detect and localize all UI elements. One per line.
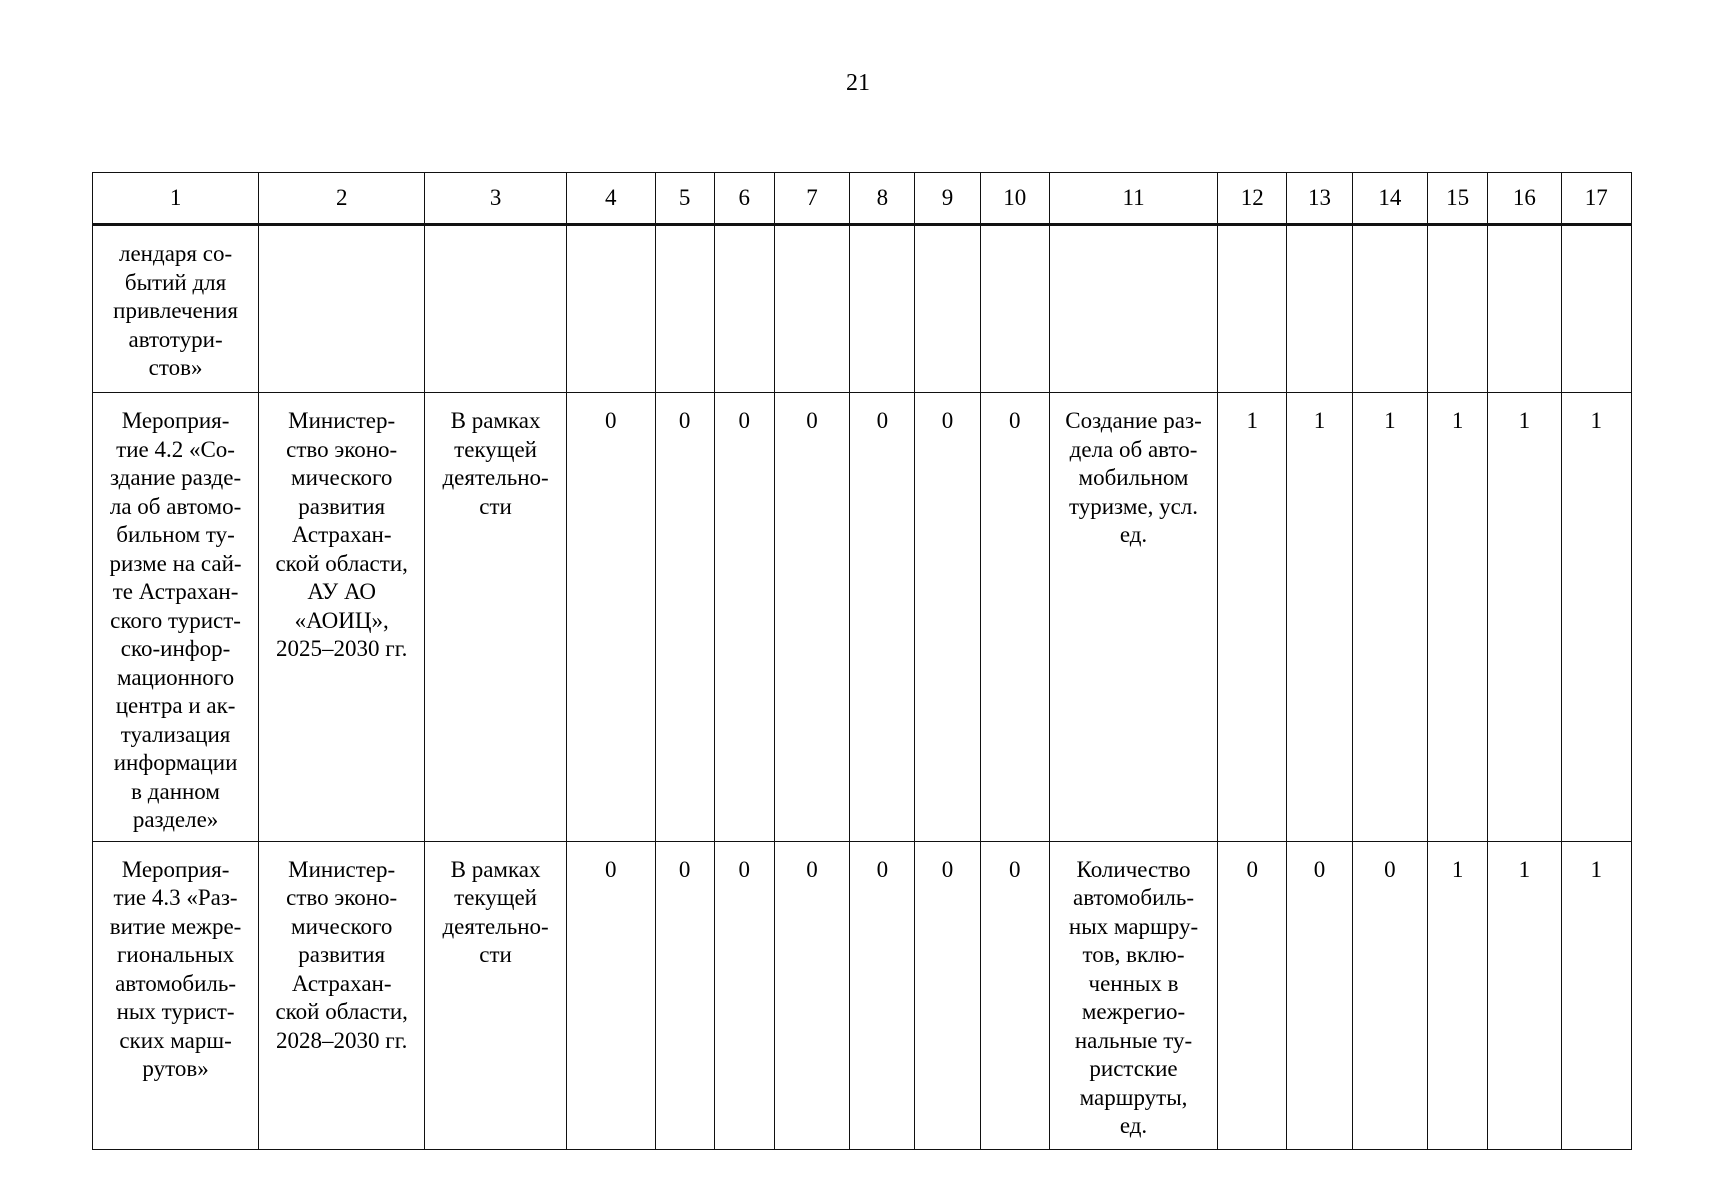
event-name-cell-line: витие межре- xyxy=(109,913,242,939)
event-name-cell-line: привлечения xyxy=(113,298,238,323)
event-name-cell-line: гиональных xyxy=(116,942,235,967)
funding-cell-line: деятельно- xyxy=(442,913,549,939)
event-name-cell-line: ных турист- xyxy=(116,999,235,1024)
table-row xyxy=(93,225,1632,393)
executor-cell-line: Астрахан- xyxy=(291,970,392,996)
funding-value-cell-value: 0 xyxy=(738,408,750,433)
funding-value-cell xyxy=(566,841,655,1149)
executor-cell-line: 2025–2030 гг. xyxy=(276,636,408,661)
funding-cell-line: текущей xyxy=(454,885,537,910)
column-header-3: 3 xyxy=(425,173,567,225)
target-value-cell xyxy=(1428,393,1488,842)
target-value-cell-value: 1 xyxy=(1246,408,1258,433)
target-value-cell-value: 0 xyxy=(1246,856,1258,882)
target-value-cell-value: 1 xyxy=(1313,408,1326,433)
funding-value-cell-value: 0 xyxy=(678,408,691,433)
column-header-10: 10 xyxy=(980,173,1049,225)
funding-value-cell-value: 0 xyxy=(1009,856,1021,882)
funding-value-cell xyxy=(915,225,980,393)
executor-cell-line: АУ АО xyxy=(307,579,377,604)
funding-value-cell-value: 0 xyxy=(941,408,954,433)
indicator-cell-line: автомобиль- xyxy=(1073,885,1195,910)
funding-cell-line: деятельно- xyxy=(442,465,549,490)
target-value-cell-value: 1 xyxy=(1518,856,1531,882)
executor-cell-line: Министер- xyxy=(288,408,396,433)
target-value-cell-value: 0 xyxy=(1384,856,1396,882)
funding-cell-line: сти xyxy=(479,493,512,519)
target-value-cell xyxy=(1488,841,1561,1149)
executor-cell xyxy=(259,393,425,842)
funding-value-cell xyxy=(915,393,980,842)
column-header-17: 17 xyxy=(1561,173,1631,225)
indicator-cell-line: ченных в xyxy=(1088,970,1179,996)
funding-value-cell-value: 0 xyxy=(806,408,818,433)
event-name-cell-line: автомобиль- xyxy=(115,970,237,996)
target-value-cell xyxy=(1218,225,1287,393)
indicator-cell-line: ед. xyxy=(1119,1113,1148,1138)
funding-value-cell xyxy=(566,225,655,393)
target-value-cell xyxy=(1287,225,1352,393)
target-value-cell-value: 1 xyxy=(1384,408,1396,433)
event-name-cell-line: те Астрахан- xyxy=(112,579,239,604)
indicator-cell xyxy=(1049,225,1217,393)
event-name-cell-line: здание разде- xyxy=(110,465,242,490)
program-table xyxy=(92,172,1632,1150)
target-value-cell xyxy=(1561,841,1631,1149)
funding-value-cell-value: 0 xyxy=(941,856,954,882)
indicator-cell-line: Количество xyxy=(1076,856,1191,882)
target-value-cell xyxy=(1561,225,1631,393)
column-header-11: 11 xyxy=(1049,173,1217,225)
target-value-cell xyxy=(1352,225,1427,393)
target-value-cell xyxy=(1352,393,1427,842)
column-header-2: 2 xyxy=(259,173,425,225)
event-name-cell xyxy=(93,225,259,393)
funding-value-cell xyxy=(774,841,849,1149)
funding-value-cell xyxy=(850,393,915,842)
funding-value-cell-value: 0 xyxy=(876,408,889,433)
funding-value-cell xyxy=(566,393,655,842)
event-name-cell-line: тие 4.3 «Раз- xyxy=(113,885,238,910)
target-value-cell xyxy=(1218,841,1287,1149)
column-header-15: 15 xyxy=(1428,173,1488,225)
column-header-6: 6 xyxy=(714,173,774,225)
event-name-cell-line: ского турист- xyxy=(110,607,241,633)
executor-cell-line: развития xyxy=(298,942,386,967)
indicator-cell-line: нальные ту- xyxy=(1074,1027,1193,1053)
funding-value-cell xyxy=(850,225,915,393)
event-name-cell-line: центра и ак- xyxy=(115,693,236,718)
column-header-4: 4 xyxy=(566,173,655,225)
event-name-cell-line: тие 4.2 «Со- xyxy=(116,436,235,462)
executor-cell xyxy=(259,225,425,393)
target-value-cell xyxy=(1287,393,1352,842)
indicator-cell-line: ных маршру- xyxy=(1068,913,1199,939)
event-name-cell-line: Мероприя- xyxy=(121,408,230,433)
funding-value-cell-value: 0 xyxy=(876,856,889,882)
target-value-cell xyxy=(1561,393,1631,842)
executor-cell-line: 2028–2030 гг. xyxy=(276,1027,408,1053)
column-header-9: 9 xyxy=(915,173,980,225)
funding-value-cell xyxy=(980,393,1049,842)
funding-value-cell-value: 0 xyxy=(806,856,818,882)
target-value-cell xyxy=(1352,841,1427,1149)
event-name-cell-line: стов» xyxy=(148,355,203,380)
indicator-cell-line: ед. xyxy=(1119,522,1148,547)
executor-cell-line: ской области, xyxy=(275,550,408,576)
indicator-cell-line: ристские xyxy=(1089,1056,1178,1081)
event-name-cell-line: разделе» xyxy=(132,807,219,832)
event-name-cell-line: информации xyxy=(113,750,238,775)
target-value-cell xyxy=(1428,841,1488,1149)
funding-cell-line: сти xyxy=(479,942,512,967)
funding-value-cell xyxy=(655,841,714,1149)
target-value-cell xyxy=(1488,225,1561,393)
executor-cell xyxy=(259,841,425,1149)
indicator-cell-line: тов, вклю- xyxy=(1082,942,1185,967)
funding-value-cell-value: 0 xyxy=(1009,408,1021,433)
funding-cell-line: В рамках xyxy=(450,408,541,433)
column-header-13: 13 xyxy=(1287,173,1352,225)
indicator-cell xyxy=(1049,393,1217,842)
event-name-cell-line: ла об автомо- xyxy=(109,493,242,519)
executor-cell-line: ство эконо- xyxy=(286,436,398,462)
executor-cell-line: Министер- xyxy=(288,856,396,882)
page-number: 21 xyxy=(846,70,870,96)
target-value-cell xyxy=(1488,393,1561,842)
indicator-cell-line: межрегио- xyxy=(1081,999,1186,1024)
event-name-cell-line: бытий для xyxy=(124,269,227,295)
target-value-cell-value: 0 xyxy=(1313,856,1326,882)
event-name-cell-line: ских марш- xyxy=(119,1027,232,1053)
executor-cell-line: развития xyxy=(298,493,386,519)
funding-value-cell xyxy=(655,393,714,842)
column-header-12: 12 xyxy=(1218,173,1287,225)
event-name-cell-line: Мероприя- xyxy=(121,856,230,882)
event-name-cell xyxy=(93,841,259,1149)
funding-value-cell xyxy=(655,225,714,393)
event-name-cell-line: ско-инфор- xyxy=(120,636,231,661)
target-value-cell xyxy=(1428,225,1488,393)
column-header-14: 14 xyxy=(1352,173,1427,225)
funding-value-cell xyxy=(774,225,849,393)
target-value-cell-value: 1 xyxy=(1518,408,1531,433)
executor-cell-line: Астрахан- xyxy=(291,522,392,547)
target-value-cell-value: 1 xyxy=(1590,408,1602,433)
target-value-cell xyxy=(1287,841,1352,1149)
funding-value-cell xyxy=(850,841,915,1149)
column-header-5: 5 xyxy=(655,173,714,225)
indicator-cell xyxy=(1049,841,1217,1149)
executor-cell-line: мического xyxy=(291,913,393,939)
event-name-cell-line: туализация xyxy=(120,721,231,747)
funding-value-cell xyxy=(980,841,1049,1149)
table-row xyxy=(93,393,1632,842)
event-name-cell-line: лендаря со- xyxy=(119,241,233,266)
indicator-cell-line: маршруты, xyxy=(1079,1084,1188,1110)
event-name-cell-line: ризме на сай- xyxy=(109,550,242,576)
header-row xyxy=(93,173,1632,225)
funding-value-cell xyxy=(714,841,774,1149)
funding-value-cell xyxy=(980,225,1049,393)
column-header-1: 1 xyxy=(93,173,259,225)
target-value-cell-value: 1 xyxy=(1590,856,1602,882)
indicator-cell-line: мобильном xyxy=(1078,465,1189,490)
event-name-cell-line: автотури- xyxy=(128,326,223,352)
executor-cell-line: ской области, xyxy=(275,999,408,1024)
funding-value-cell xyxy=(714,225,774,393)
event-name-cell xyxy=(93,393,259,842)
funding-cell xyxy=(425,225,567,393)
event-name-cell-line: в данном xyxy=(131,778,220,804)
funding-value-cell xyxy=(714,393,774,842)
event-name-cell-line: бильном ту- xyxy=(116,522,235,547)
funding-cell-line: текущей xyxy=(454,436,537,462)
column-header-16: 16 xyxy=(1488,173,1561,225)
indicator-cell-line: дела об авто- xyxy=(1069,436,1198,462)
indicator-cell-line: Создание раз- xyxy=(1065,408,1202,433)
executor-cell-line: «АОИЦ», xyxy=(294,607,389,633)
event-name-cell-line: рутов» xyxy=(142,1056,209,1081)
executor-cell-line: ство эконо- xyxy=(286,885,398,910)
column-header-7: 7 xyxy=(774,173,849,225)
target-value-cell xyxy=(1218,393,1287,842)
funding-value-cell-value: 0 xyxy=(678,856,691,882)
executor-cell-line: мического xyxy=(291,465,393,490)
funding-cell xyxy=(425,393,567,842)
target-value-cell-value: 1 xyxy=(1451,856,1464,882)
funding-value-cell-value: 0 xyxy=(604,856,617,882)
funding-value-cell xyxy=(774,393,849,842)
funding-value-cell-value: 0 xyxy=(604,408,617,433)
funding-cell-line: В рамках xyxy=(450,856,541,882)
event-name-cell-line: мационного xyxy=(116,664,235,690)
column-header-8: 8 xyxy=(850,173,915,225)
target-value-cell-value: 1 xyxy=(1451,408,1464,433)
table-row xyxy=(93,841,1632,1149)
funding-value-cell-value: 0 xyxy=(738,856,750,882)
funding-cell xyxy=(425,841,567,1149)
indicator-cell-line: туризме, усл. xyxy=(1069,493,1199,519)
funding-value-cell xyxy=(915,841,980,1149)
